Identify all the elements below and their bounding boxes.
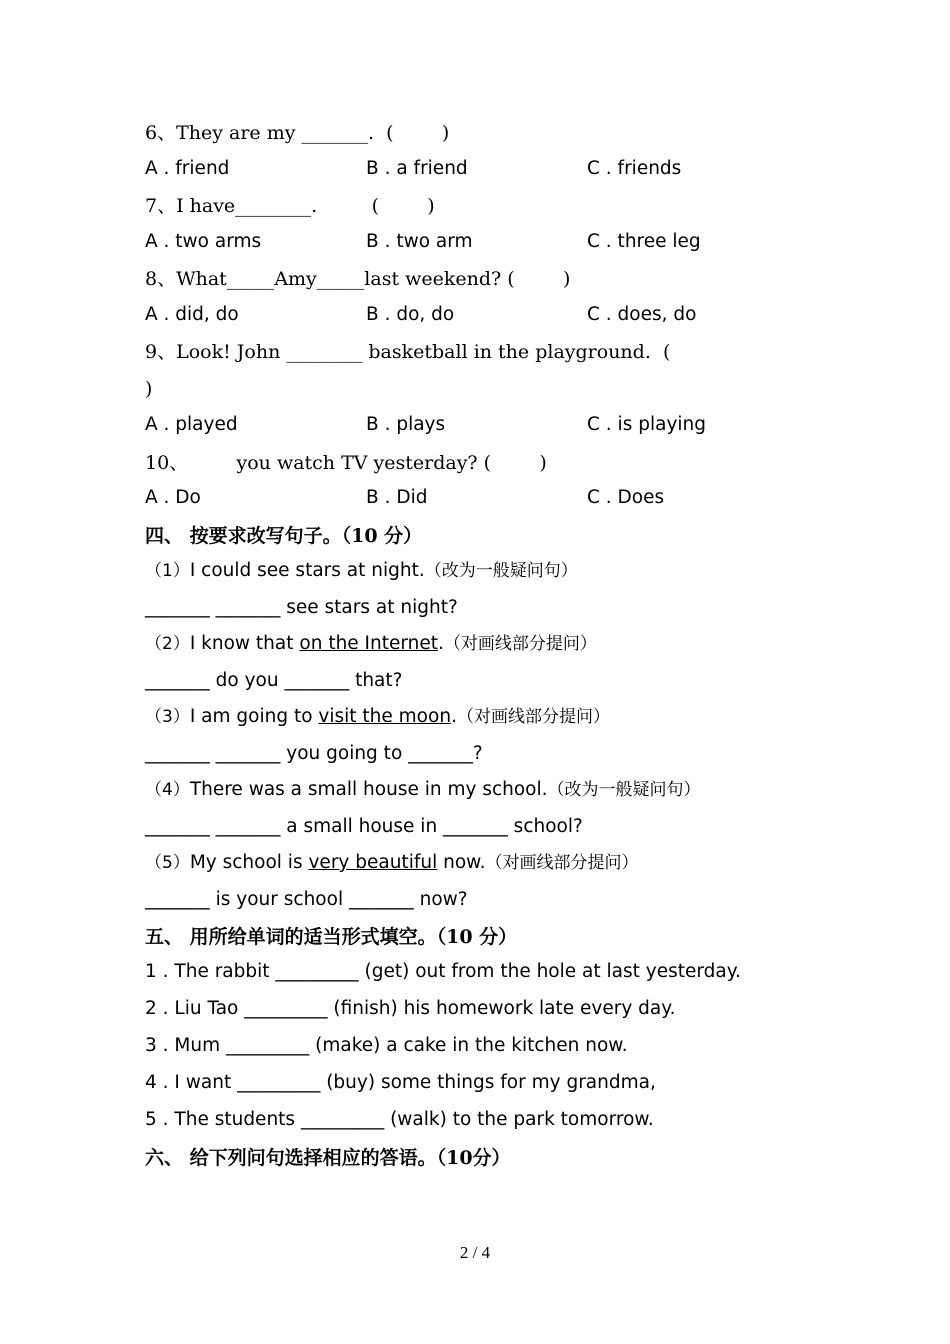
section-6-heading: 六、 给下列问句选择相应的答语。（10分）: [145, 1147, 511, 1169]
question-6-option-b: B . a friend: [366, 158, 468, 179]
item-number: （5）: [145, 853, 190, 873]
rewrite-answer-5: _______ is your school _______ now?: [145, 889, 468, 910]
sentence-end: now.: [437, 852, 486, 873]
question-6-stem: 6、They are my _______. ( ): [145, 122, 450, 144]
item-number: （3）: [145, 707, 190, 727]
rewrite-answer-2: _______ do you _______ that?: [145, 670, 403, 691]
fill-blank-item-4: 4 . I want _________ (buy) some things for my grandma,: [145, 1072, 656, 1093]
instruction-note: （改为一般疑问句）: [424, 561, 578, 581]
rewrite-item-4: [145, 778, 701, 802]
question-6-option-a: A . friend: [145, 158, 230, 179]
fill-blank-item-5: 5 . The students _________ (walk) to the park tomorrow.: [145, 1109, 654, 1130]
question-8-option-a: A . did, do: [145, 304, 239, 325]
question-8-option-c: C . does, do: [587, 304, 697, 325]
fill-blank-item-3: 3 . Mum _________ (make) a cake in the kitchen now.: [145, 1035, 628, 1056]
page-number: 2 / 4: [459, 1243, 491, 1262]
rewrite-item-5: [145, 851, 638, 875]
question-7-option-c: C . three leg: [587, 231, 701, 252]
instruction-note: （对画线部分提问）: [443, 634, 597, 654]
sentence: I am going to: [189, 706, 319, 727]
question-9-option-c: C . is playing: [587, 414, 706, 435]
question-9-stem: 9、Look! John ________ basketball in the playground. (: [145, 341, 671, 363]
sentence: My school is: [189, 852, 309, 873]
instruction-note: （对画线部分提问）: [456, 707, 610, 727]
question-7-option-a: A . two arms: [145, 231, 262, 252]
sentence-end: .: [438, 633, 444, 654]
question-8-option-b: B . do, do: [366, 304, 455, 325]
fill-blank-item-2: 2 . Liu Tao _________ (finish) his homework late every day.: [145, 998, 676, 1019]
question-9-option-b: B . plays: [366, 414, 446, 435]
underlined-phrase: very beautiful: [308, 852, 438, 873]
question-8-stem: 8、What_____Amy_____last weekend? ( ): [145, 268, 571, 290]
question-9-option-a: A . played: [145, 414, 238, 435]
item-number: （1）: [145, 561, 190, 581]
question-10-option-b: B . Did: [366, 487, 428, 508]
rewrite-answer-3: _______ _______ you going to _______?: [145, 743, 483, 764]
instruction-note: （对画线部分提问）: [485, 853, 639, 873]
fill-blank-item-1: 1 . The rabbit _________ (get) out from the hole at last yesterday.: [145, 961, 741, 982]
question-10-stem: 10、 you watch TV yesterday? ( ): [145, 452, 547, 474]
rewrite-answer-4: _______ _______ a small house in _______ school?: [145, 816, 583, 837]
question-6-option-c: C . friends: [587, 158, 682, 179]
rewrite-item-3: [145, 705, 610, 729]
question-10-option-c: C . Does: [587, 487, 665, 508]
underlined-phrase: on the Internet: [299, 633, 439, 654]
sentence-end: .: [451, 706, 457, 727]
rewrite-item-2: [145, 632, 597, 656]
sentence: I could see stars at night.: [189, 560, 425, 581]
sentence: I know that: [189, 633, 300, 654]
underlined-phrase: visit the moon: [318, 706, 452, 727]
rewrite-item-1: [145, 559, 578, 583]
question-9-stem-continued: ): [145, 378, 153, 400]
section-5-heading: 五、 用所给单词的适当形式填空。（10 分）: [145, 926, 518, 948]
question-10-option-a: A . Do: [145, 487, 201, 508]
instruction-note: （改为一般疑问句）: [547, 780, 701, 800]
sentence: There was a small house in my school.: [189, 779, 548, 800]
item-number: （4）: [145, 780, 190, 800]
section-4-heading: 四、 按要求改写句子。（10 分）: [145, 525, 423, 547]
rewrite-answer-1: _______ _______ see stars at night?: [145, 597, 458, 618]
question-7-stem: 7、I have________. ( ): [145, 195, 435, 217]
item-number: （2）: [145, 634, 190, 654]
question-7-option-b: B . two arm: [366, 231, 473, 252]
